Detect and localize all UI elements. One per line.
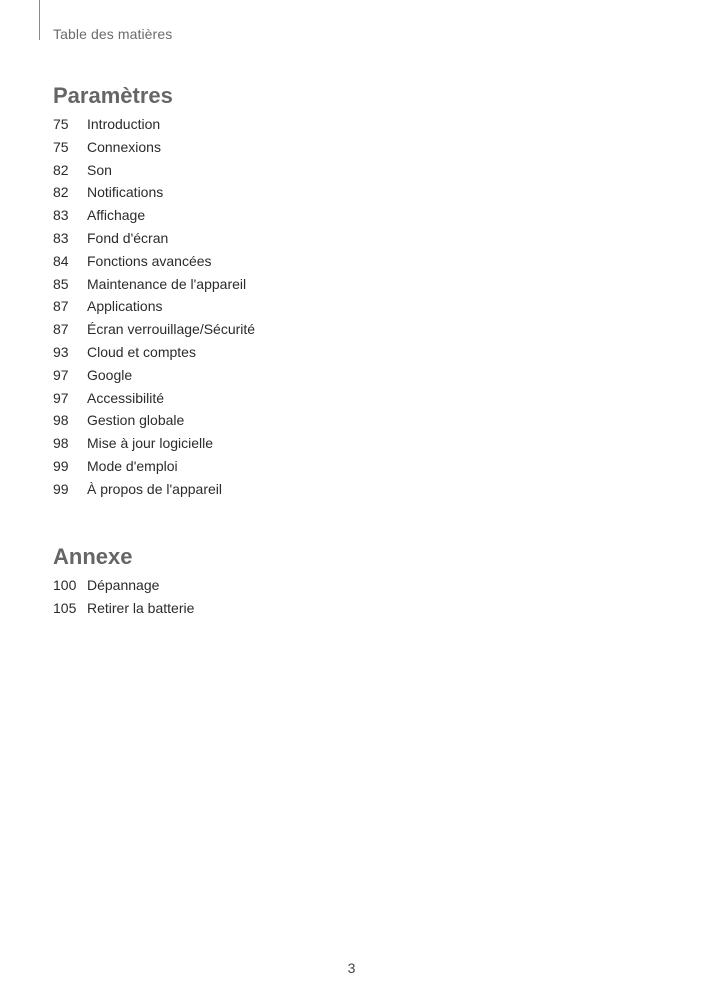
toc-entry[interactable] — [53, 276, 255, 299]
toc-entry[interactable] — [53, 162, 255, 185]
toc-entry-title: Dépannage — [87, 577, 160, 593]
toc-entry-title: Applications — [87, 298, 163, 315]
toc-entry[interactable] — [53, 230, 255, 253]
toc-entry-title: Notifications — [87, 184, 164, 201]
toc-entry[interactable] — [53, 600, 194, 623]
toc-entry[interactable] — [53, 344, 255, 367]
toc-entry[interactable] — [53, 116, 255, 139]
toc-entry-title: Affichage — [87, 207, 146, 224]
toc-list — [53, 577, 194, 623]
section-title: Paramètres — [53, 83, 173, 108]
toc-entry-title: Accessibilité — [87, 389, 165, 406]
toc-page-number: 99 — [53, 457, 69, 474]
toc-page-number: 83 — [53, 207, 69, 224]
toc-entry-title: Retirer la batterie — [87, 599, 195, 616]
toc-page-number: 97 — [53, 389, 69, 406]
toc-entry[interactable] — [53, 458, 255, 481]
toc-entry-title: À propos de l'appareil — [87, 480, 222, 497]
toc-page-number: 87 — [53, 321, 69, 338]
toc-section-annexe — [53, 543, 194, 623]
toc-entry-title: Connexions — [87, 138, 161, 155]
toc-entry-title: Google — [87, 366, 133, 383]
section-title: Annexe — [53, 544, 133, 569]
toc-page-number: 75 — [53, 138, 69, 155]
toc-page-number: 93 — [53, 343, 69, 360]
toc-entry-title: Maintenance de l'appareil — [87, 275, 247, 292]
toc-page-number: 83 — [53, 229, 69, 246]
toc-page-number: 87 — [53, 298, 69, 315]
toc-list — [53, 116, 255, 504]
toc-page-number: 98 — [53, 435, 69, 452]
toc-entry[interactable] — [53, 184, 255, 207]
toc-entry-title: Mode d'emploi — [87, 457, 178, 474]
toc-page-number: 75 — [53, 116, 69, 132]
toc-entry-title: Écran verrouillage/Sécurité — [87, 321, 256, 338]
toc-page-number: 100 — [53, 577, 77, 593]
toc-entry-title: Fonctions avancées — [87, 252, 212, 269]
toc-entry[interactable] — [53, 390, 255, 413]
toc-entry-title: Fond d'écran — [87, 229, 169, 246]
toc-entry-title: Gestion globale — [87, 412, 185, 429]
toc-entry[interactable] — [53, 412, 255, 435]
toc-page-number: 99 — [53, 480, 69, 497]
running-header: Table des matières — [53, 26, 173, 42]
header-rule — [39, 0, 40, 40]
toc-page-number: 82 — [53, 161, 69, 178]
toc-entry[interactable] — [53, 321, 255, 344]
toc-entry-title: Introduction — [87, 116, 161, 132]
toc-entry[interactable] — [53, 367, 255, 390]
toc-entry[interactable] — [53, 481, 255, 504]
toc-page-number: 98 — [53, 412, 69, 429]
toc-entry[interactable] — [53, 298, 255, 321]
toc-entry[interactable] — [53, 577, 194, 600]
toc-entry[interactable] — [53, 435, 255, 458]
toc-entry-title: Mise à jour logicielle — [87, 435, 214, 452]
toc-page-number: 97 — [53, 366, 69, 383]
toc-page-number: 85 — [53, 275, 69, 292]
toc-page-number: 84 — [53, 252, 69, 269]
toc-entry[interactable] — [53, 139, 255, 162]
page-number: 3 — [347, 960, 356, 976]
toc-page-number: 82 — [53, 184, 69, 201]
toc-entry-title: Cloud et comptes — [87, 343, 196, 360]
toc-entry[interactable] — [53, 253, 255, 276]
toc-entry[interactable] — [53, 207, 255, 230]
toc-section-parametres — [53, 82, 255, 504]
toc-entry-title: Son — [87, 161, 112, 178]
toc-page-number: 105 — [53, 599, 77, 616]
